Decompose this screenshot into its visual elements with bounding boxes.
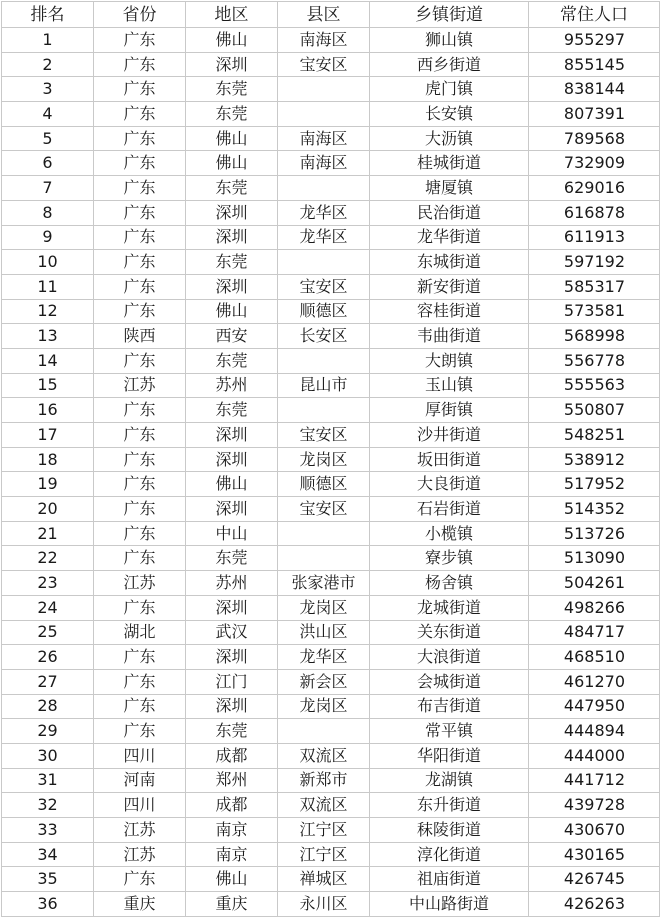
- table-row: [2, 126, 660, 151]
- cell-town: 坂田街道: [370, 447, 529, 472]
- table-body: [2, 28, 660, 917]
- cell-county: [278, 77, 370, 102]
- table-row: [2, 447, 660, 472]
- cell-rank: 6: [2, 151, 94, 176]
- cell-county: 永川区: [278, 892, 370, 917]
- cell-rank: 11: [2, 274, 94, 299]
- cell-rank: 21: [2, 521, 94, 546]
- cell-rank: 32: [2, 793, 94, 818]
- cell-population: 461270: [529, 669, 660, 694]
- cell-rank: 22: [2, 546, 94, 571]
- cell-population: 550807: [529, 398, 660, 423]
- cell-population: 517952: [529, 472, 660, 497]
- cell-province: 广东: [94, 472, 186, 497]
- cell-province: 广东: [94, 299, 186, 324]
- cell-rank: 19: [2, 472, 94, 497]
- cell-province: 广东: [94, 126, 186, 151]
- cell-county: 张家港市: [278, 571, 370, 596]
- header-county: 县区: [278, 2, 370, 28]
- cell-population: 513090: [529, 546, 660, 571]
- cell-town: 大浪街道: [370, 645, 529, 670]
- cell-county: 龙华区: [278, 645, 370, 670]
- cell-region: 深圳: [186, 423, 278, 448]
- cell-region: 苏州: [186, 571, 278, 596]
- cell-province: 广东: [94, 521, 186, 546]
- cell-county: 江宁区: [278, 842, 370, 867]
- cell-population: 430670: [529, 818, 660, 843]
- cell-town: 龙湖镇: [370, 768, 529, 793]
- cell-county: 昆山市: [278, 373, 370, 398]
- cell-region: 武汉: [186, 620, 278, 645]
- cell-rank: 13: [2, 324, 94, 349]
- cell-population: 430165: [529, 842, 660, 867]
- table-row: [2, 299, 660, 324]
- cell-region: 苏州: [186, 373, 278, 398]
- cell-town: 淳化街道: [370, 842, 529, 867]
- cell-region: 东莞: [186, 348, 278, 373]
- cell-rank: 4: [2, 102, 94, 127]
- cell-town: 华阳街道: [370, 743, 529, 768]
- cell-region: 佛山: [186, 472, 278, 497]
- cell-town: 长安镇: [370, 102, 529, 127]
- cell-town: 民治街道: [370, 200, 529, 225]
- cell-county: 顺德区: [278, 299, 370, 324]
- cell-population: 568998: [529, 324, 660, 349]
- cell-town: 小榄镇: [370, 521, 529, 546]
- cell-county: 龙华区: [278, 225, 370, 250]
- cell-province: 广东: [94, 225, 186, 250]
- cell-province: 广东: [94, 694, 186, 719]
- table-row: [2, 324, 660, 349]
- header-population: 常住人口: [529, 2, 660, 28]
- cell-county: 新会区: [278, 669, 370, 694]
- cell-population: 597192: [529, 250, 660, 275]
- cell-population: 441712: [529, 768, 660, 793]
- cell-region: 佛山: [186, 867, 278, 892]
- table-row: [2, 225, 660, 250]
- cell-province: 重庆: [94, 892, 186, 917]
- cell-province: 广东: [94, 719, 186, 744]
- cell-county: 南海区: [278, 126, 370, 151]
- cell-region: 中山: [186, 521, 278, 546]
- cell-province: 广东: [94, 867, 186, 892]
- cell-region: 东莞: [186, 546, 278, 571]
- cell-county: 宝安区: [278, 423, 370, 448]
- cell-population: 513726: [529, 521, 660, 546]
- cell-county: [278, 102, 370, 127]
- cell-town: 狮山镇: [370, 28, 529, 53]
- cell-population: 444894: [529, 719, 660, 744]
- cell-region: 佛山: [186, 299, 278, 324]
- cell-town: 石岩街道: [370, 497, 529, 522]
- cell-population: 855145: [529, 52, 660, 77]
- table-row: [2, 743, 660, 768]
- table-row: [2, 250, 660, 275]
- cell-rank: 7: [2, 176, 94, 201]
- cell-town: 关东街道: [370, 620, 529, 645]
- cell-region: 东莞: [186, 176, 278, 201]
- cell-province: 广东: [94, 497, 186, 522]
- cell-rank: 35: [2, 867, 94, 892]
- header-region: 地区: [186, 2, 278, 28]
- cell-town: 东城街道: [370, 250, 529, 275]
- cell-region: 东莞: [186, 719, 278, 744]
- cell-town: 东升街道: [370, 793, 529, 818]
- cell-rank: 16: [2, 398, 94, 423]
- table-row: [2, 274, 660, 299]
- cell-rank: 1: [2, 28, 94, 53]
- cell-region: 深圳: [186, 497, 278, 522]
- cell-province: 广东: [94, 52, 186, 77]
- cell-county: 新郑市: [278, 768, 370, 793]
- table-row: [2, 719, 660, 744]
- cell-region: 深圳: [186, 200, 278, 225]
- cell-population: 955297: [529, 28, 660, 53]
- table-row: [2, 892, 660, 917]
- cell-population: 504261: [529, 571, 660, 596]
- cell-population: 555563: [529, 373, 660, 398]
- table-row: [2, 497, 660, 522]
- cell-region: 佛山: [186, 126, 278, 151]
- cell-region: 东莞: [186, 102, 278, 127]
- table-row: [2, 669, 660, 694]
- cell-town: 大沥镇: [370, 126, 529, 151]
- cell-county: 长安区: [278, 324, 370, 349]
- table-row: [2, 521, 660, 546]
- cell-rank: 29: [2, 719, 94, 744]
- cell-town: 杨舍镇: [370, 571, 529, 596]
- cell-county: 洪山区: [278, 620, 370, 645]
- cell-county: 江宁区: [278, 818, 370, 843]
- cell-region: 南京: [186, 842, 278, 867]
- cell-population: 573581: [529, 299, 660, 324]
- cell-region: 南京: [186, 818, 278, 843]
- cell-province: 广东: [94, 669, 186, 694]
- cell-county: 顺德区: [278, 472, 370, 497]
- table-row: [2, 398, 660, 423]
- cell-rank: 5: [2, 126, 94, 151]
- cell-population: 611913: [529, 225, 660, 250]
- cell-town: 沙井街道: [370, 423, 529, 448]
- cell-town: 寮步镇: [370, 546, 529, 571]
- cell-region: 佛山: [186, 151, 278, 176]
- cell-population: 439728: [529, 793, 660, 818]
- cell-county: 南海区: [278, 151, 370, 176]
- table-row: [2, 472, 660, 497]
- cell-rank: 23: [2, 571, 94, 596]
- cell-rank: 36: [2, 892, 94, 917]
- cell-rank: 20: [2, 497, 94, 522]
- cell-town: 大朗镇: [370, 348, 529, 373]
- cell-province: 广东: [94, 77, 186, 102]
- cell-rank: 9: [2, 225, 94, 250]
- cell-town: 常平镇: [370, 719, 529, 744]
- cell-province: 广东: [94, 398, 186, 423]
- cell-population: 548251: [529, 423, 660, 448]
- cell-town: 龙城街道: [370, 595, 529, 620]
- cell-population: 498266: [529, 595, 660, 620]
- cell-town: 容桂街道: [370, 299, 529, 324]
- cell-province: 广东: [94, 274, 186, 299]
- cell-province: 广东: [94, 447, 186, 472]
- cell-town: 会城街道: [370, 669, 529, 694]
- cell-rank: 15: [2, 373, 94, 398]
- table-row: [2, 620, 660, 645]
- cell-rank: 27: [2, 669, 94, 694]
- cell-town: 祖庙街道: [370, 867, 529, 892]
- cell-county: 南海区: [278, 28, 370, 53]
- cell-population: 484717: [529, 620, 660, 645]
- cell-town: 秣陵街道: [370, 818, 529, 843]
- cell-county: 龙岗区: [278, 595, 370, 620]
- cell-rank: 14: [2, 348, 94, 373]
- cell-province: 广东: [94, 645, 186, 670]
- cell-region: 深圳: [186, 52, 278, 77]
- cell-county: 龙岗区: [278, 447, 370, 472]
- cell-region: 成都: [186, 743, 278, 768]
- table-row: [2, 571, 660, 596]
- cell-rank: 10: [2, 250, 94, 275]
- table-row: [2, 52, 660, 77]
- cell-population: 732909: [529, 151, 660, 176]
- cell-rank: 33: [2, 818, 94, 843]
- table-row: [2, 373, 660, 398]
- cell-population: 426745: [529, 867, 660, 892]
- table-row: [2, 645, 660, 670]
- table-row: [2, 793, 660, 818]
- table-row: [2, 768, 660, 793]
- cell-region: 郑州: [186, 768, 278, 793]
- table-row: [2, 694, 660, 719]
- cell-county: 龙岗区: [278, 694, 370, 719]
- cell-county: [278, 546, 370, 571]
- cell-population: 616878: [529, 200, 660, 225]
- cell-province: 河南: [94, 768, 186, 793]
- table-row: [2, 176, 660, 201]
- table-row: [2, 200, 660, 225]
- cell-county: 宝安区: [278, 274, 370, 299]
- cell-town: 中山路街道: [370, 892, 529, 917]
- cell-province: 江苏: [94, 373, 186, 398]
- cell-province: 广东: [94, 546, 186, 571]
- cell-population: 426263: [529, 892, 660, 917]
- cell-town: 龙华街道: [370, 225, 529, 250]
- cell-province: 江苏: [94, 571, 186, 596]
- cell-region: 深圳: [186, 645, 278, 670]
- cell-population: 556778: [529, 348, 660, 373]
- cell-region: 深圳: [186, 595, 278, 620]
- table-row: [2, 842, 660, 867]
- cell-region: 成都: [186, 793, 278, 818]
- cell-town: 塘厦镇: [370, 176, 529, 201]
- cell-region: 东莞: [186, 398, 278, 423]
- cell-town: 桂城街道: [370, 151, 529, 176]
- cell-population: 838144: [529, 77, 660, 102]
- cell-rank: 24: [2, 595, 94, 620]
- table-row: [2, 867, 660, 892]
- cell-county: 双流区: [278, 793, 370, 818]
- header-town: 乡镇街道: [370, 2, 529, 28]
- cell-town: 玉山镇: [370, 373, 529, 398]
- cell-population: 807391: [529, 102, 660, 127]
- cell-rank: 31: [2, 768, 94, 793]
- cell-county: 禅城区: [278, 867, 370, 892]
- cell-province: 广东: [94, 28, 186, 53]
- cell-rank: 25: [2, 620, 94, 645]
- cell-province: 江苏: [94, 842, 186, 867]
- cell-population: 444000: [529, 743, 660, 768]
- header-row: [2, 2, 660, 28]
- cell-province: 广东: [94, 176, 186, 201]
- cell-region: 深圳: [186, 447, 278, 472]
- cell-province: 四川: [94, 743, 186, 768]
- cell-county: [278, 521, 370, 546]
- cell-province: 广东: [94, 595, 186, 620]
- cell-population: 585317: [529, 274, 660, 299]
- cell-town: 大良街道: [370, 472, 529, 497]
- header-rank: 排名: [2, 2, 94, 28]
- cell-town: 布吉街道: [370, 694, 529, 719]
- cell-county: [278, 250, 370, 275]
- cell-rank: 8: [2, 200, 94, 225]
- cell-population: 468510: [529, 645, 660, 670]
- cell-county: [278, 348, 370, 373]
- table-header: [2, 2, 660, 28]
- table-row: [2, 77, 660, 102]
- cell-region: 深圳: [186, 274, 278, 299]
- cell-region: 佛山: [186, 28, 278, 53]
- cell-province: 广东: [94, 348, 186, 373]
- cell-population: 514352: [529, 497, 660, 522]
- cell-population: 789568: [529, 126, 660, 151]
- cell-region: 东莞: [186, 250, 278, 275]
- cell-rank: 18: [2, 447, 94, 472]
- cell-rank: 2: [2, 52, 94, 77]
- population-ranking-table: [1, 1, 660, 917]
- cell-province: 广东: [94, 423, 186, 448]
- cell-county: 双流区: [278, 743, 370, 768]
- cell-county: 宝安区: [278, 52, 370, 77]
- cell-town: 韦曲街道: [370, 324, 529, 349]
- cell-rank: 12: [2, 299, 94, 324]
- table-row: [2, 423, 660, 448]
- cell-county: [278, 719, 370, 744]
- cell-town: 厚街镇: [370, 398, 529, 423]
- cell-province: 湖北: [94, 620, 186, 645]
- cell-region: 重庆: [186, 892, 278, 917]
- table-row: [2, 151, 660, 176]
- cell-population: 538912: [529, 447, 660, 472]
- cell-region: 深圳: [186, 694, 278, 719]
- table-row: [2, 546, 660, 571]
- cell-population: 447950: [529, 694, 660, 719]
- cell-province: 四川: [94, 793, 186, 818]
- table-row: [2, 818, 660, 843]
- cell-province: 广东: [94, 200, 186, 225]
- cell-county: 宝安区: [278, 497, 370, 522]
- cell-region: 东莞: [186, 77, 278, 102]
- table-row: [2, 348, 660, 373]
- table-row: [2, 595, 660, 620]
- cell-province: 广东: [94, 250, 186, 275]
- table-row: [2, 28, 660, 53]
- cell-province: 广东: [94, 102, 186, 127]
- cell-town: 新安街道: [370, 274, 529, 299]
- cell-town: 西乡街道: [370, 52, 529, 77]
- cell-region: 西安: [186, 324, 278, 349]
- cell-province: 陕西: [94, 324, 186, 349]
- cell-rank: 28: [2, 694, 94, 719]
- cell-region: 深圳: [186, 225, 278, 250]
- cell-town: 虎门镇: [370, 77, 529, 102]
- cell-rank: 17: [2, 423, 94, 448]
- cell-county: [278, 176, 370, 201]
- cell-rank: 26: [2, 645, 94, 670]
- cell-region: 江门: [186, 669, 278, 694]
- cell-county: 龙华区: [278, 200, 370, 225]
- cell-province: 江苏: [94, 818, 186, 843]
- cell-province: 广东: [94, 151, 186, 176]
- table-row: [2, 102, 660, 127]
- cell-county: [278, 398, 370, 423]
- cell-population: 629016: [529, 176, 660, 201]
- header-province: 省份: [94, 2, 186, 28]
- cell-rank: 30: [2, 743, 94, 768]
- cell-rank: 34: [2, 842, 94, 867]
- cell-rank: 3: [2, 77, 94, 102]
